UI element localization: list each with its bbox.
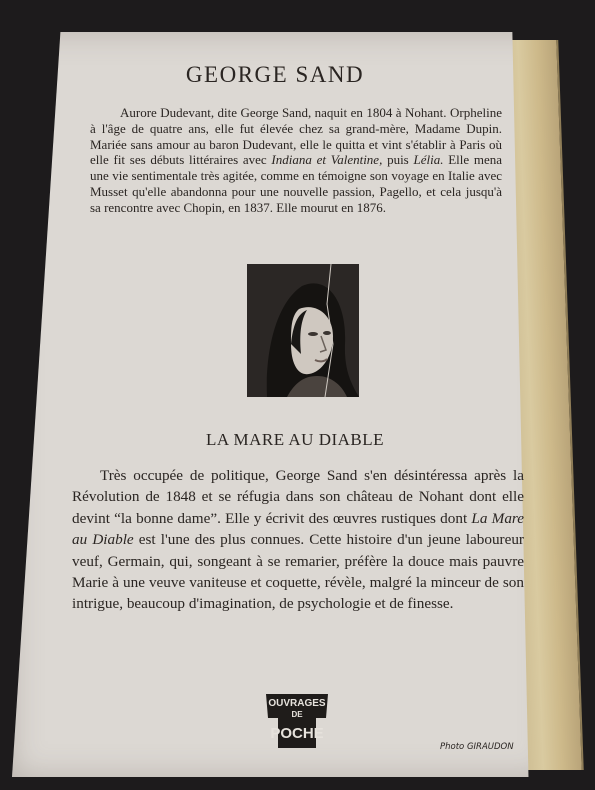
bio-italic-works-2: Lélia. bbox=[413, 152, 444, 168]
author-biography bbox=[90, 105, 502, 216]
bio-italic-works-1: Indiana et Valentine, bbox=[271, 152, 383, 168]
bio-text-1: Aurore Dudevant, dite George Sand, naquit en 1804 à Nohant. Orpheline à l'âge de quatre ans, elle fut élevée chez sa grand-mère, Madame Dupin. Mariée sans amour au baron Dudevant, elle le quitta et vint s'établir à Paris où elle fit ses débuts littéraires avec bbox=[90, 105, 502, 168]
summary-text-2: est l'une des plus connues. Cette histoire d'un jeune laboureur veuf, Germain, qui, songeant à se remarier, préfère la douce mais pauvre Marie à une veuve vaniteuse et coquette, révèle, malgré la minceur de son intrigue, beaucoup d'imagination, de psychologie et de finesse. bbox=[72, 531, 524, 613]
photo-credit: Photo GIRAUDON bbox=[440, 742, 514, 752]
summary-text-1: Très occupée de politique, George Sand s'en désintéressa après la Révolution de 1848 et se réfugia dans son château de Nohant dont elle devint “la bonne dame”. Elle y écrivit des œuvres rustiques dont bbox=[72, 467, 524, 527]
logo-text-ouvrages: OUVRAGES bbox=[268, 698, 326, 709]
logo-text-de: DE bbox=[291, 710, 303, 719]
ouvrages-de-poche-logo bbox=[260, 688, 334, 754]
author-title: GEORGE SAND bbox=[185, 62, 365, 87]
book-summary bbox=[72, 465, 524, 615]
logo-text-poche: POCHE bbox=[270, 725, 324, 742]
author-portrait bbox=[247, 264, 359, 397]
bio-text-3: Elle mena une vie sentimentale très agitée, comme en témoigne son voyage en Italie avec Musset qu'elle abandonna pour une nouvelle passion, Pagello, et cela jusqu'à sa rencontre avec Chopin, en 1837. Elle mourut en 1876. bbox=[90, 152, 503, 215]
bio-text-2: puis bbox=[382, 152, 414, 168]
summary-italic-title: La Mare au Diable bbox=[72, 509, 524, 549]
book-title-heading: LA MARE AU DIABLE bbox=[205, 430, 385, 449]
